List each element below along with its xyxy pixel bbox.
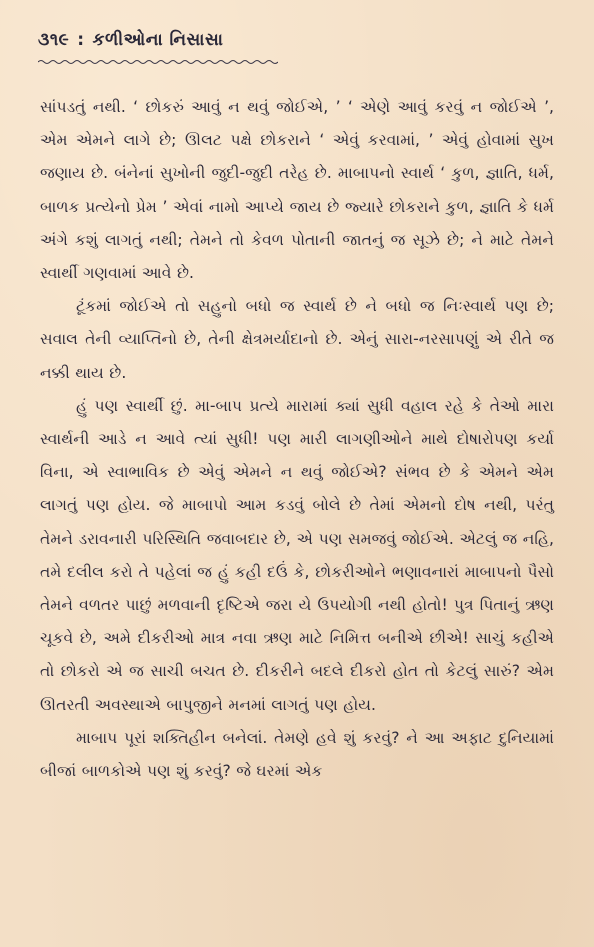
paragraph-4: માબાપ પૂરાં શક્તિહીન બનેલાં. તેમણે હવે શું કરવું? ને આ અફાટ દુનિયામાં બીજાં બાળકોએ પણ શું કરવું? જે ઘરમાં એક (40, 728, 554, 781)
running-head (38, 30, 554, 50)
page-number: ૩૧૯ (38, 30, 70, 50)
wavy-rule (38, 59, 278, 65)
running-title: કળીઓના નિસાસા (92, 30, 224, 50)
body-text (40, 91, 554, 788)
paragraph-3: હું પણ સ્વાર્થી છું. મા-બાપ પ્રત્યે મારામાં ક્યાં સુધી વહાલ રહે કે તેઓ મારા સ્વાર્થની આડે ન આવે ત્યાં સુધી! પણ મારી લાગણીઓને માથે દોષારોપણ કર્યા વિના, એ સ્વાભાવિક છે એવું એમને ન થવું જોઈએ? સંભવ છે કે એમને એમ લાગતું પણ હોય. જે માબાપો આમ કડવું બોલે છે તેમાં એમનો દોષ નથી, પરંતુ તેમને ડરાવનારી પરિસ્થિતિ જવાબદાર છે, એ પણ સમજવું જોઈએ. એટલું જ નહિ, તમે દલીલ કરો તે પહેલાં જ હું કહી દઉં કે, છોકરીઓને ભણાવનારાં માબાપનો પૈસો તેમને વળતર પાછું મળવાની દૃષ્ટિએ જરા યે ઉપયોગી નથી હોતો! પુત્ર પિતાનું ઋણ ચૂકવે છે, અમે દીકરીઓ માત્ર નવા ઋણ માટે નિમિત્ત બનીએ છીએ! સાચું કહીએ તો છોકરો એ જ સાચી બચત છે. દીકરીને બદલે દીકરો હોત તો કેટલું સારું? એમ ઊતરતી અવસ્થાએ બાપુજીને મનમાં લાગતું પણ હોય. (40, 396, 554, 714)
paragraph-1: સાંપડતું નથી. ‘ છોકરું આવું ન થવું જોઈએ, ’ ‘ એણે આવું કરવું ન જોઈએ ’, એમ એમને લાગે છે; ઊલટ પક્ષે છોકરાને ‘ એવું કરવામાં, ’ એવું હોવામાં સુખ જણાય છે. બંનેનાં સુખોની જુદી-જુદી તરેહ છે. માબાપનો સ્વાર્થ ‘ કુળ, જ્ઞાતિ, ધર્મ, બાળક પ્રત્યેનો પ્રેમ ’ એવાં નામો આપ્યે જાય છે જ્યારે છોકરાને કુળ, જ્ઞાતિ કે ધર્મ અંગે કશું લાગતું નથી; તેમને તો કેવળ પોતાની જાતનું જ સૂઝે છે; ને માટે તેમને સ્વાર્થી ગણવામાં આવે છે. (40, 98, 554, 283)
paragraph-2: ટૂંકમાં જોઈએ તો સહુનો બધો જ સ્વાર્થ છે ને બધો જ નિઃસ્વાર્થ પણ છે; સવાલ તેની વ્યાપ્તિનો છે, તેની ક્ષેત્રમર્યાદાનો છે. એનું સારા-નરસાપણું એ રીતે જ નક્કી થાય છે. (40, 297, 554, 382)
header-separator: : (77, 30, 85, 50)
